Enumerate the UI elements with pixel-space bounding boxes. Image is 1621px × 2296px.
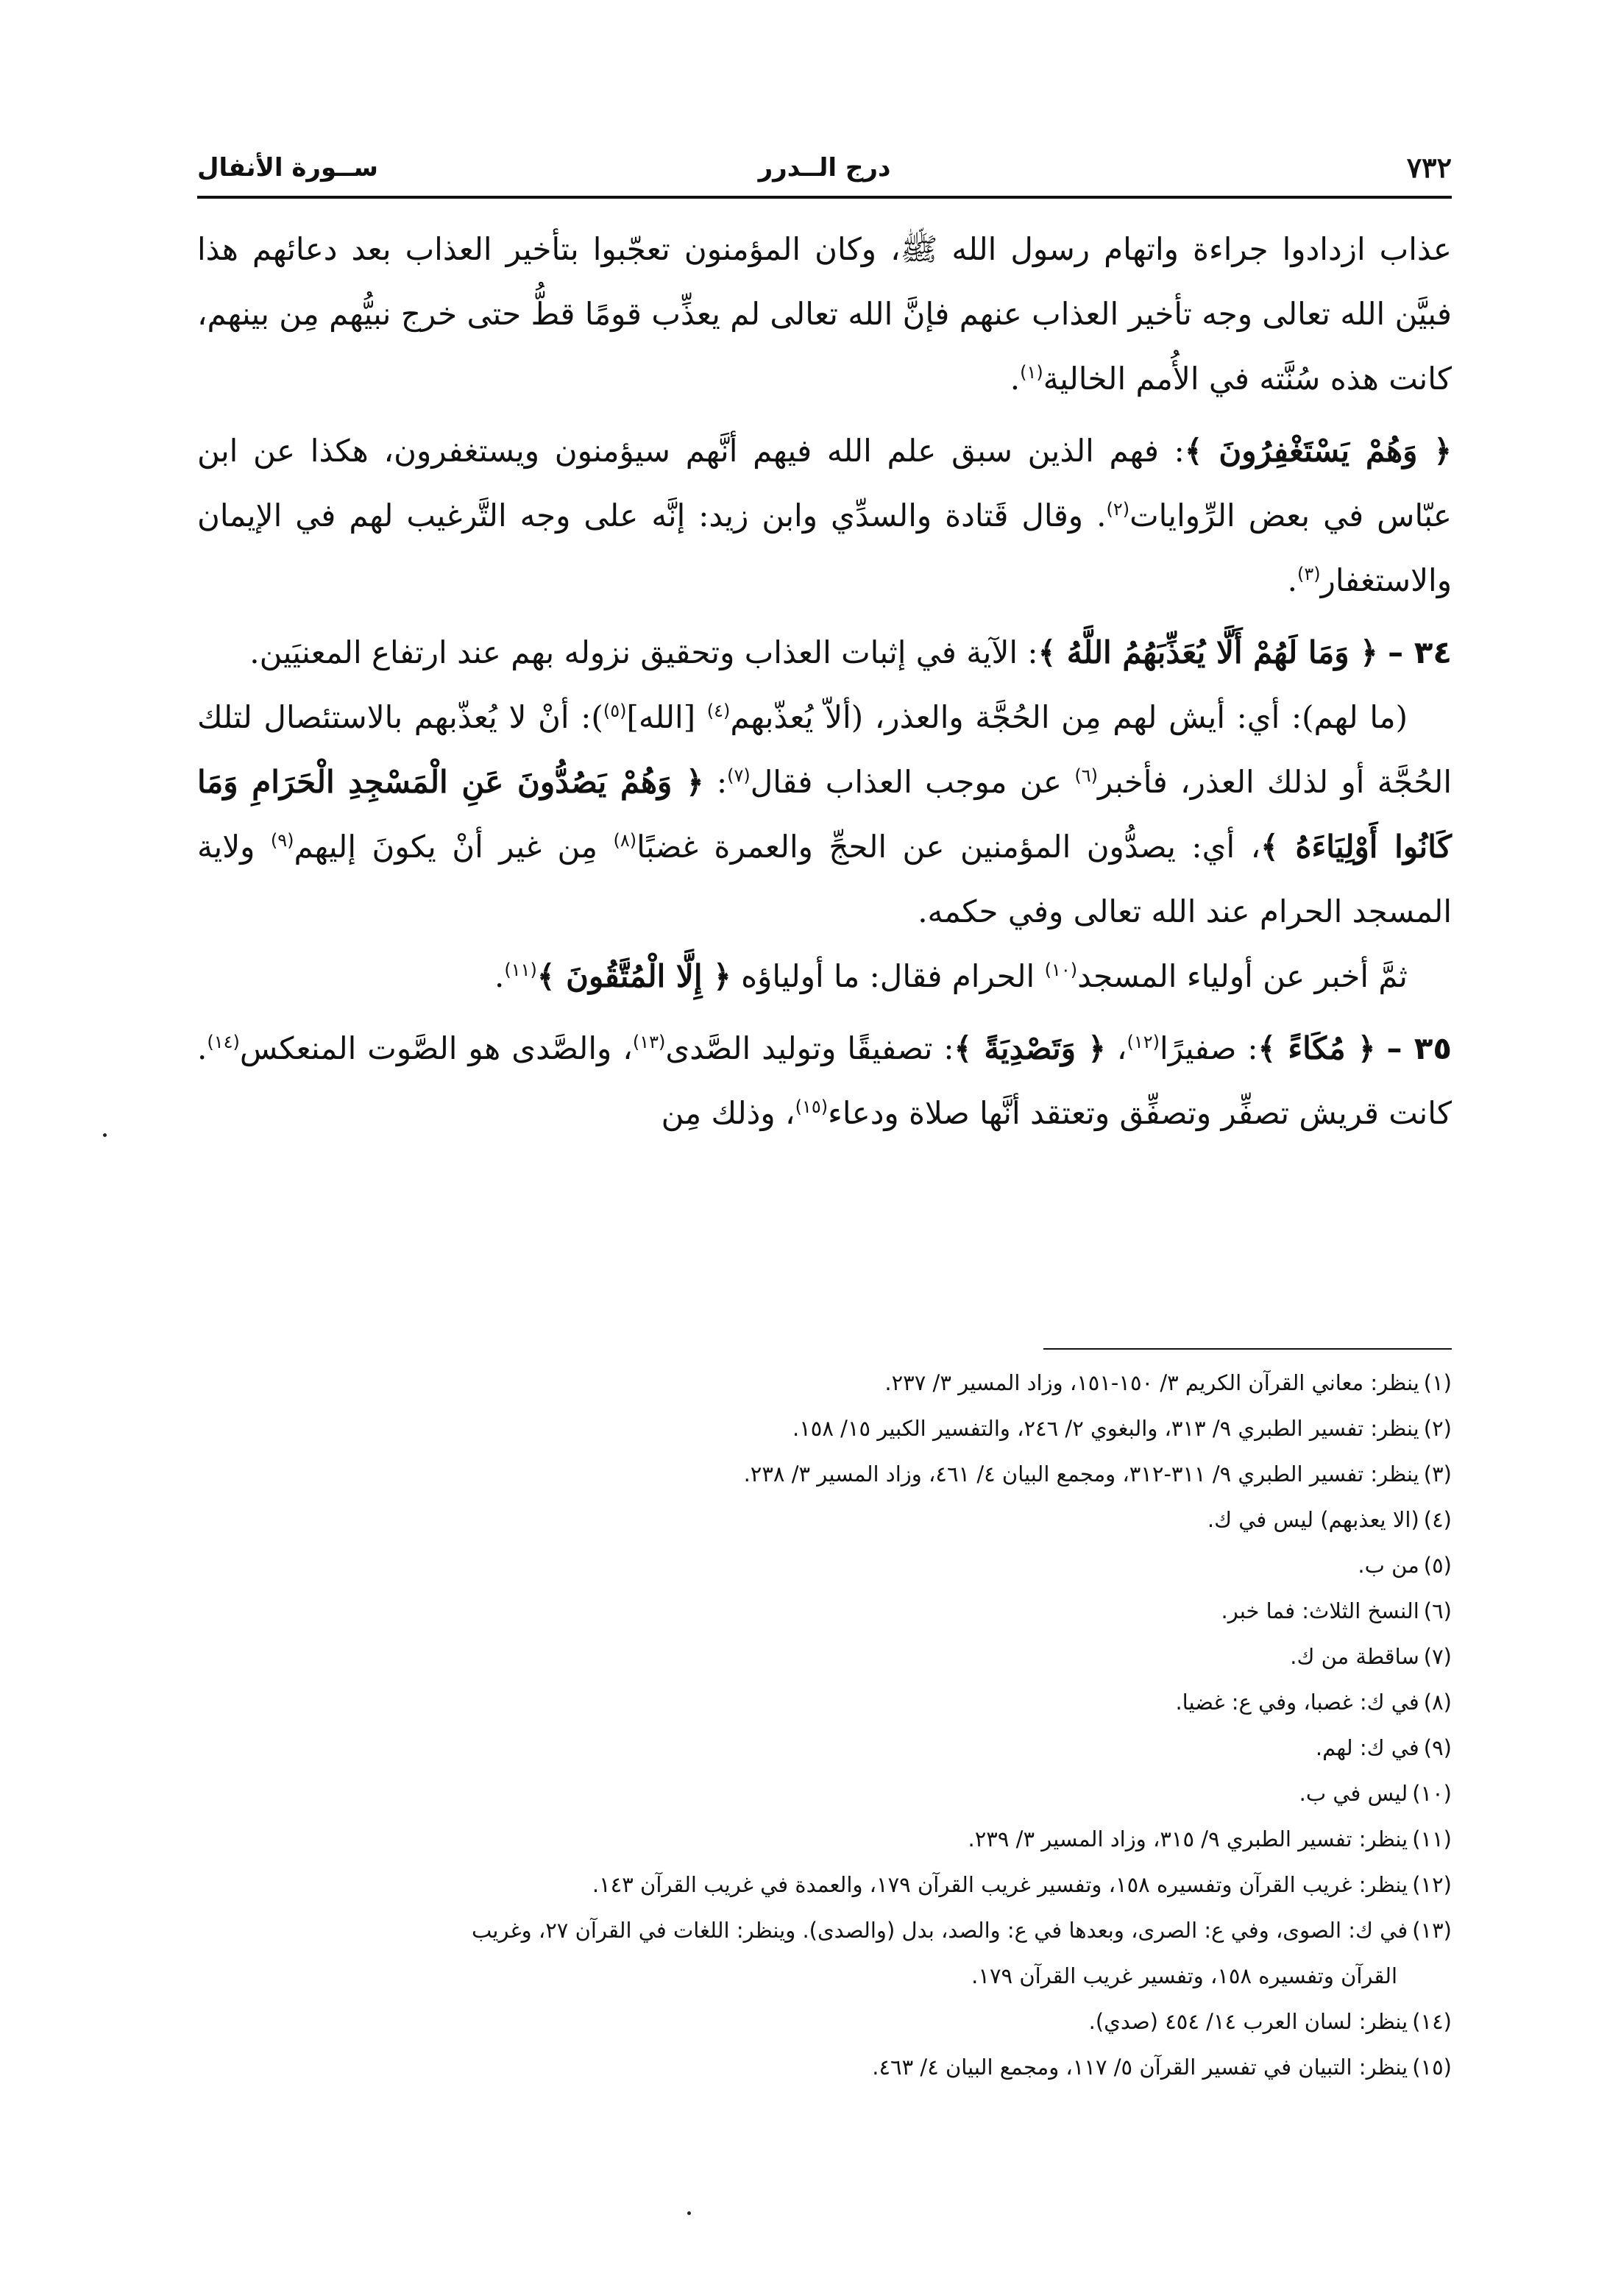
footnote-text: ينظر: معاني القرآن الكريم ٣/ ١٥٠-١٥١، وزاد المسير ٣/ ٢٣٧.	[884, 1370, 1419, 1395]
footnote-number: (٦)	[1423, 1598, 1452, 1623]
scan-speck	[103, 1133, 107, 1137]
verse-number: ٣٥ –	[1386, 1030, 1452, 1066]
paragraph-4	[197, 685, 1452, 944]
footnote-text: ينظر: غريب القرآن وتفسيره ١٥٨، وتفسير غريب القرآن ١٧٩، والعمدة في غريب القرآن ١٤٣.	[592, 1872, 1408, 1897]
text-run: : تصفيقًا وتوليد الصَّدى	[665, 1030, 954, 1066]
footnote-1	[197, 1360, 1452, 1406]
quran-verse: ﴿ وَمَا لَهُمْ أَلَّا يُعَذِّبَهُمُ اللَّهُ ﴾	[1037, 634, 1378, 670]
footnote-text: النسخ الثلاث: فما خبر.	[1221, 1598, 1419, 1623]
footnote-ref: (١)	[1020, 362, 1043, 383]
footnote-ref: (٢)	[1106, 499, 1130, 520]
quran-verse: ﴿ وَتَصْدِيَةً ﴾	[954, 1030, 1106, 1066]
footnote-number: (٨)	[1423, 1690, 1452, 1715]
verse-number: ٣٤ –	[1388, 634, 1452, 670]
footnotes	[197, 1360, 1452, 2090]
footnote-number: (١١)	[1412, 1826, 1452, 1852]
footnote-ref: (٩)	[270, 830, 294, 851]
footnote-14	[197, 1999, 1452, 2044]
footnote-5	[197, 1542, 1452, 1588]
text-run: مِن غير أنْ يكونَ إليهم	[294, 829, 614, 865]
footnote-text: ينظر: لسان العرب ١٤/ ٤٥٤ (صدي).	[1088, 2009, 1408, 2034]
text-run: عن موجب العذاب فقال	[750, 764, 1075, 800]
footnote-ref: (١٥)	[795, 1096, 829, 1117]
footnote-12	[197, 1862, 1452, 1907]
footnote-text: في ك: غصبا، وفي ع: غضيا.	[1175, 1690, 1419, 1715]
text-run: : فهم الذين سبق علم الله فيهم أنَّهم سيؤمنون ويستغفرون، هكذا عن ابن عبّاس في بعض الرِّوايات	[197, 433, 1452, 534]
text-run: .	[1287, 562, 1297, 598]
footnote-ref: (١١)	[504, 960, 537, 980]
footnote-text: في ك: لهم.	[1315, 1735, 1419, 1760]
text-run: . وقال قَتادة والسدِّي وابن زيد: إنَّه على وجه التَّرغيب لهم في الإيمان والاستغفار	[197, 497, 1452, 598]
footnote-text: (الا يعذبهم) ليس في ك.	[1207, 1507, 1419, 1532]
quran-verse: ﴿ وَهُمْ يَسْتَغْفِرُونَ ﴾	[1184, 433, 1452, 469]
footnote-ref: (١٢)	[1127, 1032, 1160, 1052]
footnote-ref: (٧)	[727, 765, 751, 786]
footnote-text: ينظر: تفسير الطبري ٩/ ٣١١-٣١٢، ومجمع البيان ٤/ ٤٦١، وزاد المسير ٣/ ٢٣٨.	[743, 1461, 1419, 1487]
footnote-number: (٢)	[1423, 1416, 1452, 1441]
text-run: : صفيرًا	[1159, 1030, 1258, 1066]
footnote-text: القرآن وتفسيره ١٥٨، وتفسير غريب القرآن ١٧٩.	[971, 1963, 1397, 1988]
paragraph-1	[197, 217, 1452, 411]
footnote-7	[197, 1634, 1452, 1679]
footnote-number: (١٤)	[1412, 2009, 1452, 2034]
header-rule	[197, 196, 1452, 199]
footnote-number: (٩)	[1423, 1735, 1452, 1760]
footnote-separator	[1043, 1348, 1452, 1350]
footnote-ref: (٣)	[1297, 564, 1321, 584]
footnote-ref: (٦)	[1074, 765, 1098, 786]
page-number: ٧٣٢	[1406, 151, 1452, 184]
text-run: :	[703, 764, 728, 800]
footnote-number: (٧)	[1423, 1644, 1452, 1669]
footnote-text: في ك: الصوى، وفي ع: الصرى، وبعدها في ع: والصد، بدل (والصدى). وينظر: اللغات في القرآن ٢٧، وغريب	[471, 1918, 1408, 1943]
footnote-text: من ب.	[1358, 1553, 1419, 1578]
text-run: [الله]	[626, 699, 707, 735]
footnote-text: ليس في ب.	[1299, 1781, 1408, 1806]
quran-verse: ﴿ وَهُمْ يَصُدُّونَ عَنِ الْمَسْجِدِ الْحَرَامِ وَمَا كَانُوا أَوْلِيَاءَهُ ﴾	[197, 764, 1452, 865]
text-run: : الآية في إثبات العذاب وتحقيق نزوله بهم عند ارتفاع المعنيَين.	[249, 634, 1038, 670]
paragraph-5	[197, 944, 1452, 1009]
footnote-text: ينظر: التبيان في تفسير القرآن ٥/ ١١٧، ومجمع البيان ٤/ ٤٦٣.	[872, 2055, 1408, 2080]
footnote-ref: (٥)	[603, 701, 627, 721]
footnote-ref: (١٤)	[207, 1032, 240, 1052]
surah-title: ســورة الأنفال	[197, 153, 378, 183]
footnote-8	[197, 1679, 1452, 1725]
text-run: . كانت قريش تصفِّر وتصفِّق وتعتقد أنَّها صلاة ودعاء	[197, 1030, 1452, 1131]
quran-verse: ﴿ مُكَاءً ﴾	[1258, 1030, 1376, 1066]
footnote-ref: (١٠)	[1044, 960, 1078, 980]
running-header	[197, 147, 1452, 199]
text-run: ثمَّ أخبر عن أولياء المسجد	[1077, 958, 1408, 994]
footnote-10	[197, 1771, 1452, 1816]
footnote-3	[197, 1451, 1452, 1497]
footnote-6	[197, 1588, 1452, 1634]
footnote-number: (١٥)	[1412, 2055, 1452, 2080]
footnote-ref: (١٣)	[632, 1032, 666, 1052]
footnote-13	[197, 1907, 1452, 1953]
quran-verse: ﴿ إِلَّا الْمُتَّقُونَ ﴾	[536, 958, 731, 994]
footnote-4	[197, 1497, 1452, 1542]
text-run: (ما لهم): أي: أيش لهم مِن الحُجَّة والعذر، (ألاّ يُعذّبهم	[730, 699, 1408, 735]
text-run: ، وذلك مِن	[661, 1095, 795, 1131]
footnote-ref: (٤)	[706, 701, 731, 721]
footnote-number: (٤)	[1423, 1507, 1452, 1532]
text-run: .	[1010, 361, 1021, 397]
footnote-number: (٥)	[1423, 1553, 1452, 1578]
footnote-15	[197, 2044, 1452, 2090]
text-run: .	[494, 958, 505, 994]
text-run: ،	[1105, 1030, 1127, 1066]
footnote-text: ساقطة من ك.	[1290, 1644, 1419, 1669]
paragraph-2	[197, 419, 1452, 613]
footnote-number: (١)	[1423, 1370, 1452, 1395]
footnote-9	[197, 1725, 1452, 1771]
footnote-text: ينظر: تفسير الطبري ٩/ ٣١٥، وزاد المسير ٣/ ٢٣٩.	[968, 1826, 1408, 1852]
footnote-ref: (٨)	[613, 830, 637, 851]
text-run: ): أنْ لا يُعذّبهم بالاستئصال لتلك الحُجَّة أو لذلك العذر، فأخبر	[197, 699, 1452, 800]
footnote-number: (١٢)	[1412, 1872, 1452, 1897]
main-text	[197, 217, 1452, 1146]
footnote-number: (١٣)	[1412, 1918, 1452, 1943]
footnote-2	[197, 1406, 1452, 1451]
text-run: الحرام فقال: ما أولياؤه	[731, 958, 1045, 994]
footnote-number: (٣)	[1423, 1461, 1452, 1487]
text-run: ، والصَّدى هو الصَّوت المنعكس	[239, 1030, 633, 1066]
footnote-11	[197, 1816, 1452, 1862]
paragraph-3	[197, 620, 1452, 685]
text-run: عذاب ازدادوا جراءة واتهام رسول الله ﷺ، وكان المؤمنون تعجّبوا بتأخير العذاب بعد دعائهم هذا فبيَّن الله تعالى وجه تأخير العذاب عنهم فإنَّ الله تعالى لم يعذِّب قومًا قطُّ حتى خرج نبيُّهم مِن بينهم، كانت هذه سُنَّته في الأُمم الخالية	[197, 231, 1452, 397]
scan-speck	[687, 2211, 691, 2215]
footnote-text: ينظر: تفسير الطبري ٩/ ٣١٣، والبغوي ٢/ ٢٤٦، والتفسير الكبير ١٥/ ١٥٨.	[792, 1416, 1419, 1441]
text-run: ، أي: يصدُّون المؤمنين عن الحجِّ والعمرة غضبًا	[636, 829, 1261, 865]
paragraph-6	[197, 1016, 1452, 1146]
footnote-13-continued	[197, 1953, 1452, 1999]
footnote-number: (١٠)	[1412, 1781, 1452, 1806]
text-run: ولاية المسجد الحرام عند الله تعالى وفي حكمه.	[197, 829, 1452, 929]
book-title: درج الــدرر	[758, 153, 891, 183]
